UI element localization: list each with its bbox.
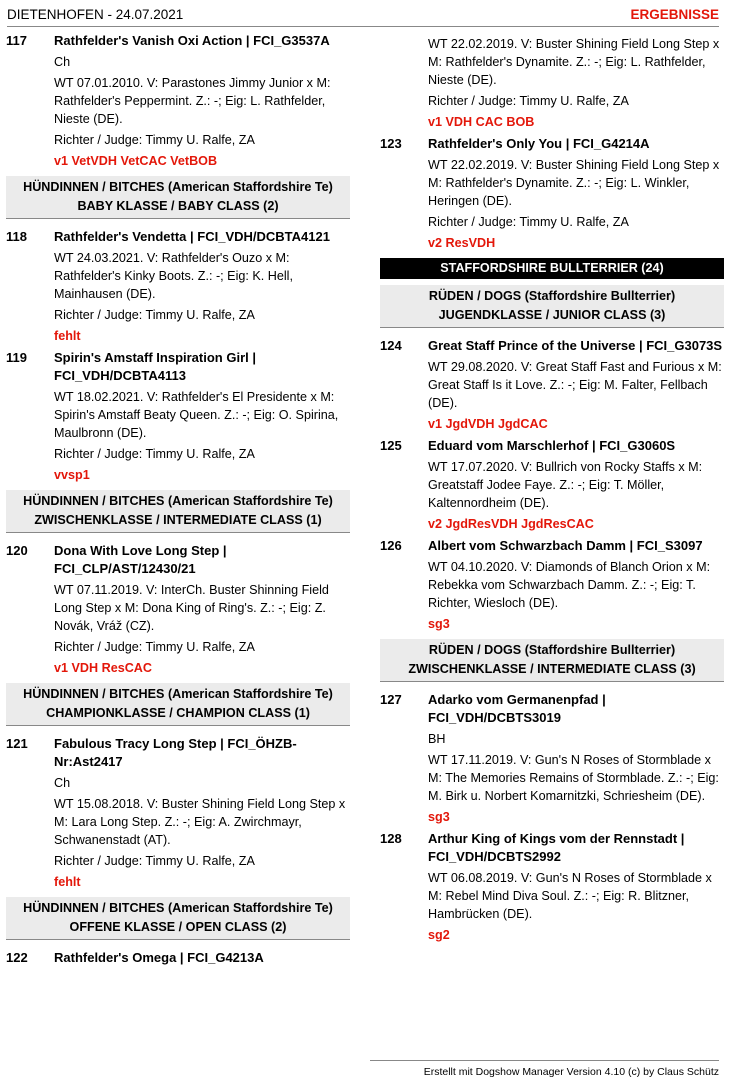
section-group-line: HÜNDINNEN / BITCHES (American Staffordshire Te) (23, 180, 333, 194)
entry-detail-line: WT 22.02.2019. V: Buster Shining Field Long Step x M: Rathfelder's Dynamite. Z.: -; Eig: L. Winkler, Heringen (DE). (428, 158, 720, 208)
entry-detail-line: Richter / Judge: Timmy U. Ralfe, ZA (54, 308, 255, 322)
dog-entry (6, 542, 350, 677)
catalog-number: 125 (380, 438, 402, 453)
entry-detail-line: WT 04.10.2020. V: Diamonds of Blanch Orion x M: Rebekka vom Schwarzbach Damm. Z.: -; Eig: T. Richter, Wiesloch (DE). (428, 560, 711, 610)
entry-details (54, 249, 350, 345)
entry-details (428, 35, 724, 131)
entry-details (428, 156, 724, 252)
dog-name: Rathfelder's Omega | FCI_G4213A (54, 950, 264, 965)
dog-name: Dona With Love Long Step | FCI_CLP/AST/12430/21 (54, 543, 227, 576)
entry-heading (380, 691, 724, 727)
entry-result: sg3 (428, 617, 450, 631)
class-section-header (6, 176, 350, 219)
entry-detail-line: Ch (54, 776, 71, 790)
entry-result: sg2 (428, 928, 450, 942)
section-group-line: RÜDEN / DOGS (Staffordshire Bullterrier) (428, 643, 676, 657)
entry-heading (380, 537, 724, 555)
dog-entry (6, 949, 350, 967)
dog-name: Rathfelder's Vendetta | FCI_VDH/DCBTA4121 (54, 229, 330, 244)
section-class-line: JUGENDKLASSE / JUNIOR CLASS (3) (438, 308, 666, 322)
entry-result: v1 JgdVDH JgdCAC (428, 417, 548, 431)
catalog-number: 121 (6, 736, 28, 751)
entry-result: fehlt (54, 875, 81, 889)
class-section-header (380, 285, 724, 328)
dog-name: Spirin's Amstaff Inspiration Girl | FCI_VDH/DCBTA4113 (54, 350, 256, 383)
dog-entry (380, 337, 724, 433)
entry-detail-line: Richter / Judge: Timmy U. Ralfe, ZA (54, 447, 255, 461)
entry-heading (380, 830, 724, 866)
entry-detail-line: Richter / Judge: Timmy U. Ralfe, ZA (54, 854, 255, 868)
section-class-line: CHAMPIONKLASSE / CHAMPION CLASS (1) (46, 706, 310, 720)
catalog-number: 119 (6, 350, 27, 365)
left-column (6, 32, 350, 971)
dog-name: Great Staff Prince of the Universe | FCI_G3073S (428, 338, 723, 353)
entry-details (54, 581, 350, 677)
entry-detail-line: BH (428, 732, 446, 746)
dog-name: Rathfelder's Only You | FCI_G4214A (428, 136, 650, 151)
entry-heading (6, 949, 350, 967)
entry-detail-line: Richter / Judge: Timmy U. Ralfe, ZA (428, 215, 629, 229)
dog-entry (380, 35, 724, 131)
entry-result: sg3 (428, 810, 450, 824)
dog-entry (380, 437, 724, 533)
catalog-number: 122 (6, 950, 28, 965)
entry-result: fehlt (54, 329, 81, 343)
class-section-header (380, 639, 724, 682)
entry-result: v1 VDH ResCAC (54, 661, 152, 675)
entry-details (428, 730, 724, 826)
entry-heading (6, 735, 350, 771)
right-column (380, 32, 724, 948)
entry-detail-line: WT 07.11.2019. V: InterCh. Buster Shinning Field Long Step x M: Dona King of Ring's. Z.: -; Eig: Z. Novák, Vráž (CZ). (54, 583, 329, 633)
entry-heading (6, 32, 350, 50)
class-section-header (6, 897, 350, 940)
section-group-line: RÜDEN / DOGS (Staffordshire Bullterrier) (428, 289, 676, 303)
dog-entry (6, 349, 350, 484)
entry-heading (6, 349, 350, 385)
catalog-number: 127 (380, 692, 402, 707)
entry-detail-line: WT 06.08.2019. V: Gun's N Roses of Stormblade x M: Rebel Mind Diva Soul. Z.: -; Eig: R. Blitzner, Hambrücken (DE). (428, 871, 712, 921)
entry-detail-line: WT 24.03.2021. V: Rathfelder's Ouzo x M: Rathfelder's Kinky Boots. Z.: -; Eig: K. Hell, Mainhausen (DE). (54, 251, 293, 301)
dog-name: Rathfelder's Vanish Oxi Action | FCI_G3537A (54, 33, 330, 48)
dog-entry (380, 691, 724, 826)
page-header (7, 6, 719, 27)
breed-header: STAFFORDSHIRE BULLTERRIER (24) (380, 258, 724, 279)
entry-details (428, 358, 724, 433)
entry-heading (380, 135, 724, 153)
entry-detail-line: Richter / Judge: Timmy U. Ralfe, ZA (54, 133, 255, 147)
entry-detail-line: WT 17.11.2019. V: Gun's N Roses of Stormblade x M: The Memories Remains of Stormblade. Z.: -; Eig: M. Birk u. Norbert Komarnitzki, Schriesheim (DE). (428, 753, 719, 803)
entry-detail-line: WT 15.08.2018. V: Buster Shining Field Long Step x M: Lara Long Step. Z.: -; Eig: A. Zwirchmayr, Schwanenstadt (AT). (54, 797, 346, 847)
entry-details (54, 388, 350, 484)
entry-detail-line: Richter / Judge: Timmy U. Ralfe, ZA (428, 94, 629, 108)
dog-name: Fabulous Tracy Long Step | FCI_ÖHZB-Nr:Ast2417 (54, 736, 297, 769)
entry-details (428, 869, 724, 944)
entry-detail-line: WT 18.02.2021. V: Rathfelder's El Presidente x M: Spirin's Amstaff Beaty Queen. Z.: -; Eig: O. Spirina, Maulbronn (DE). (54, 390, 339, 440)
dog-name: Eduard vom Marschlerhof | FCI_G3060S (428, 438, 676, 453)
entry-detail-line: WT 22.02.2019. V: Buster Shining Field Long Step x M: Rathfelder's Dynamite. Z.: -; Eig: L. Rathfelder, Nieste (DE). (428, 37, 720, 87)
entry-heading (380, 437, 724, 455)
catalog-number: 120 (6, 543, 28, 558)
dog-entry (6, 735, 350, 891)
footer-credit: Erstellt mit Dogshow Manager Version 4.10 (c) by Claus Schütz (370, 1060, 719, 1078)
catalog-number: 124 (380, 338, 402, 353)
section-class-line: ZWISCHENKLASSE / INTERMEDIATE CLASS (3) (408, 662, 696, 676)
entry-details (54, 774, 350, 891)
dog-entry (380, 537, 724, 633)
dog-entry (6, 32, 350, 170)
entry-result: v2 ResVDH (428, 236, 496, 250)
entry-result: vvsp1 (54, 468, 90, 482)
catalog-number: 117 (6, 33, 27, 48)
entry-result: v2 JgdResVDH JgdResCAC (428, 517, 594, 531)
section-group-line: HÜNDINNEN / BITCHES (American Staffordshire Te) (23, 901, 333, 915)
entry-details (428, 458, 724, 533)
dog-entry (380, 135, 724, 252)
entry-result: v1 VetVDH VetCAC VetBOB (54, 154, 218, 168)
class-section-header (6, 490, 350, 533)
catalog-number: 126 (380, 538, 402, 553)
entry-detail-line: WT 07.01.2010. V: Parastones Jimmy Junior x M: Rathfelder's Peppermint. Z.: -; Eig: L. Rathfelder, Nieste (DE). (54, 76, 331, 126)
entry-heading (380, 337, 724, 355)
catalog-number: 123 (380, 136, 402, 151)
dog-entry (380, 830, 724, 944)
section-group-line: HÜNDINNEN / BITCHES (American Staffordshire Te) (23, 494, 333, 508)
entry-heading (6, 542, 350, 578)
entry-detail-line: Ch (54, 55, 71, 69)
show-title: DIETENHOFEN - 24.07.2021 (7, 7, 184, 22)
class-section-header (6, 683, 350, 726)
entry-details (428, 558, 724, 633)
dog-name: Arthur King of Kings vom der Rennstadt | FCI_VDH/DCBTS2992 (428, 831, 685, 864)
entry-detail-line: WT 17.07.2020. V: Bullrich von Rocky Staffs x M: Greatstaff Jodee Faye. Z.: -; Eig: T. Möller, Kaltennordheim (DE). (428, 460, 703, 510)
dog-entry (6, 228, 350, 345)
catalog-number: 128 (380, 831, 402, 846)
dog-name: Albert vom Schwarzbach Damm | FCI_S3097 (428, 538, 703, 553)
dog-name: Adarko vom Germanenpfad | FCI_VDH/DCBTS3019 (428, 692, 606, 725)
entry-detail-line: Richter / Judge: Timmy U. Ralfe, ZA (54, 640, 255, 654)
section-class-line: ZWISCHENKLASSE / INTERMEDIATE CLASS (1) (34, 513, 322, 527)
catalog-number: 118 (6, 229, 27, 244)
section-class-line: OFFENE KLASSE / OPEN CLASS (2) (69, 920, 287, 934)
entry-detail-line: WT 29.08.2020. V: Great Staff Fast and Furious x M: Great Staff Is it Love. Z.: -; Eig: M. Falter, Fellbach (DE). (428, 360, 722, 410)
results-label: ERGEBNISSE (630, 7, 719, 22)
section-class-line: BABY KLASSE / BABY CLASS (2) (77, 199, 279, 213)
entry-result: v1 VDH CAC BOB (428, 115, 535, 129)
entry-heading (6, 228, 350, 246)
section-group-line: HÜNDINNEN / BITCHES (American Staffordshire Te) (23, 687, 333, 701)
entry-details (54, 53, 350, 170)
